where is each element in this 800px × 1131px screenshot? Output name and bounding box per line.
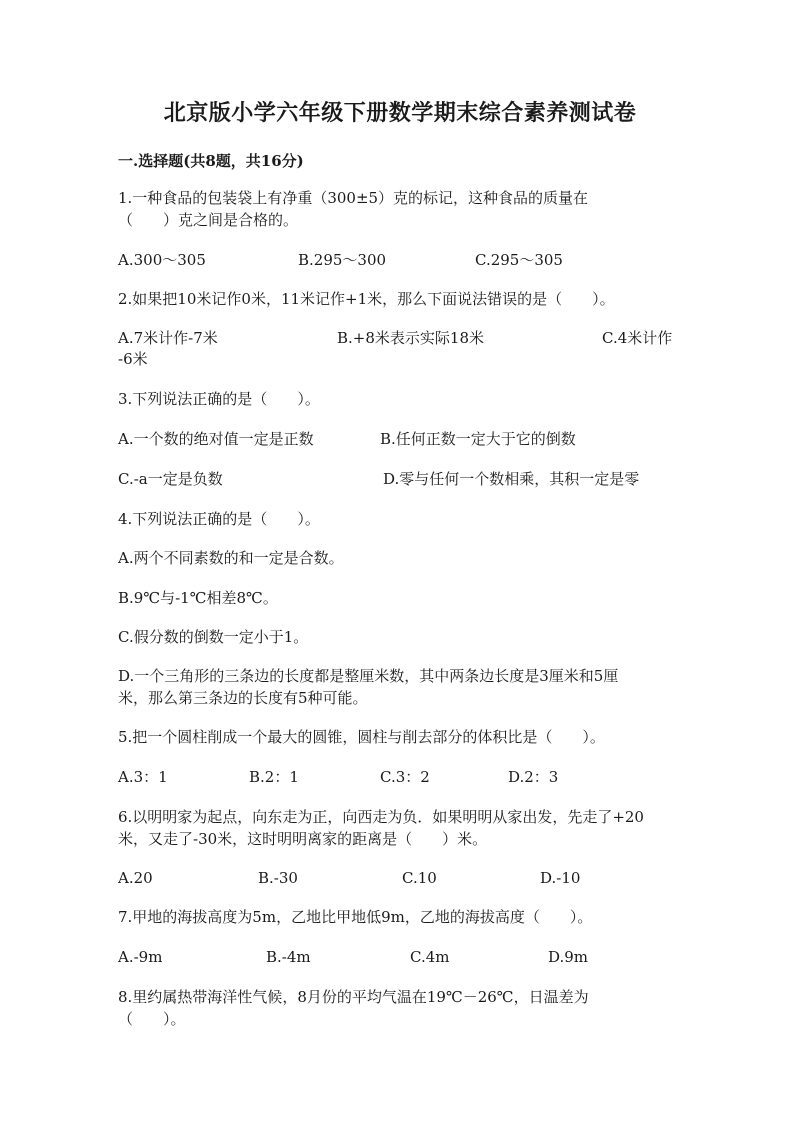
question-1-option-b: B.295～300 [298, 251, 387, 269]
question-1-line-2: （ ）克之间是合格的。 [118, 211, 299, 229]
question-5-option-c: C.3：2 [380, 768, 430, 786]
question-7-option-b: B.-4m [266, 948, 311, 966]
question-2-option-c: C.4米计作 [602, 329, 673, 347]
question-3-option-d: D.零与任何一个数相乘，其积一定是零 [383, 470, 640, 488]
question-4-option-a: A.两个不同素数的和一定是合数。 [118, 549, 344, 567]
question-1-option-a: A.300～305 [118, 251, 206, 269]
question-4-option-c: C.假分数的倒数一定小于1。 [118, 628, 309, 646]
question-1-line-1: 1.一种食品的包装袋上有净重（300±5）克的标记，这种食品的质量在 [118, 189, 589, 207]
section-heading: 一.选择题(共8题，共16分) [118, 152, 304, 170]
question-6-line-1: 6.以明明家为起点，向东走为正，向西走为负．如果明明从家出发，先走了+20 [118, 808, 644, 826]
question-5-line-1: 5.把一个圆柱削成一个最大的圆锥，圆柱与削去部分的体积比是（ ）。 [118, 728, 605, 746]
question-7-line-1: 7.甲地的海拔高度为5m，乙地比甲地低9m，乙地的海拔高度（ ）。 [118, 908, 593, 926]
question-4-option-d-cont: 米，那么第三条边的长度有5种可能。 [118, 689, 368, 707]
question-3-line-1: 3.下列说法正确的是（ ）。 [118, 390, 320, 408]
question-7-option-a: A.-9m [118, 948, 163, 966]
question-5-option-a: A.3：1 [118, 768, 168, 786]
question-7-option-d: D.9m [548, 948, 589, 966]
question-6-option-c: C.10 [402, 869, 437, 887]
question-2-option-b: B.+8米表示实际18米 [337, 329, 484, 347]
question-3-option-b: B.任何正数一定大于它的倒数 [380, 430, 576, 448]
question-1-option-c: C.295～305 [475, 251, 563, 269]
question-5-option-d: D.2：3 [508, 768, 559, 786]
question-6-option-b: B.-30 [258, 869, 298, 887]
question-6-option-d: D.-10 [540, 869, 581, 887]
exam-title: 北京版小学六年级下册数学期末综合素养测试卷 [163, 100, 637, 126]
question-3-option-c: C.-a一定是负数 [118, 470, 223, 488]
question-7-option-c: C.4m [410, 948, 450, 966]
question-4-line-1: 4.下列说法正确的是（ ）。 [118, 510, 320, 528]
question-5-option-b: B.2：1 [249, 768, 299, 786]
question-6-option-a: A.20 [118, 869, 153, 887]
question-8-line-1: 8.里约属热带海洋性气候，8月份的平均气温在19℃－26℃，日温差为 [118, 988, 589, 1006]
question-4-option-b: B.9℃与-1℃相差8℃。 [118, 589, 278, 607]
question-2-option-a: A.7米计作-7米 [118, 329, 218, 347]
question-2-option-c-cont: -6米 [118, 350, 148, 368]
question-2-line-1: 2.如果把10米记作0米，11米记作+1米，那么下面说法错误的是（ ）。 [118, 290, 615, 308]
question-6-line-2: 米，又走了-30米，这时明明离家的距离是（ ）米。 [118, 830, 488, 848]
question-8-line-2: （ ）。 [118, 1010, 186, 1028]
question-4-option-d: D.一个三角形的三条边的长度都是整厘米数，其中两条边长度是3厘米和5厘 [118, 667, 619, 685]
question-3-option-a: A.一个数的绝对值一定是正数 [118, 430, 314, 448]
